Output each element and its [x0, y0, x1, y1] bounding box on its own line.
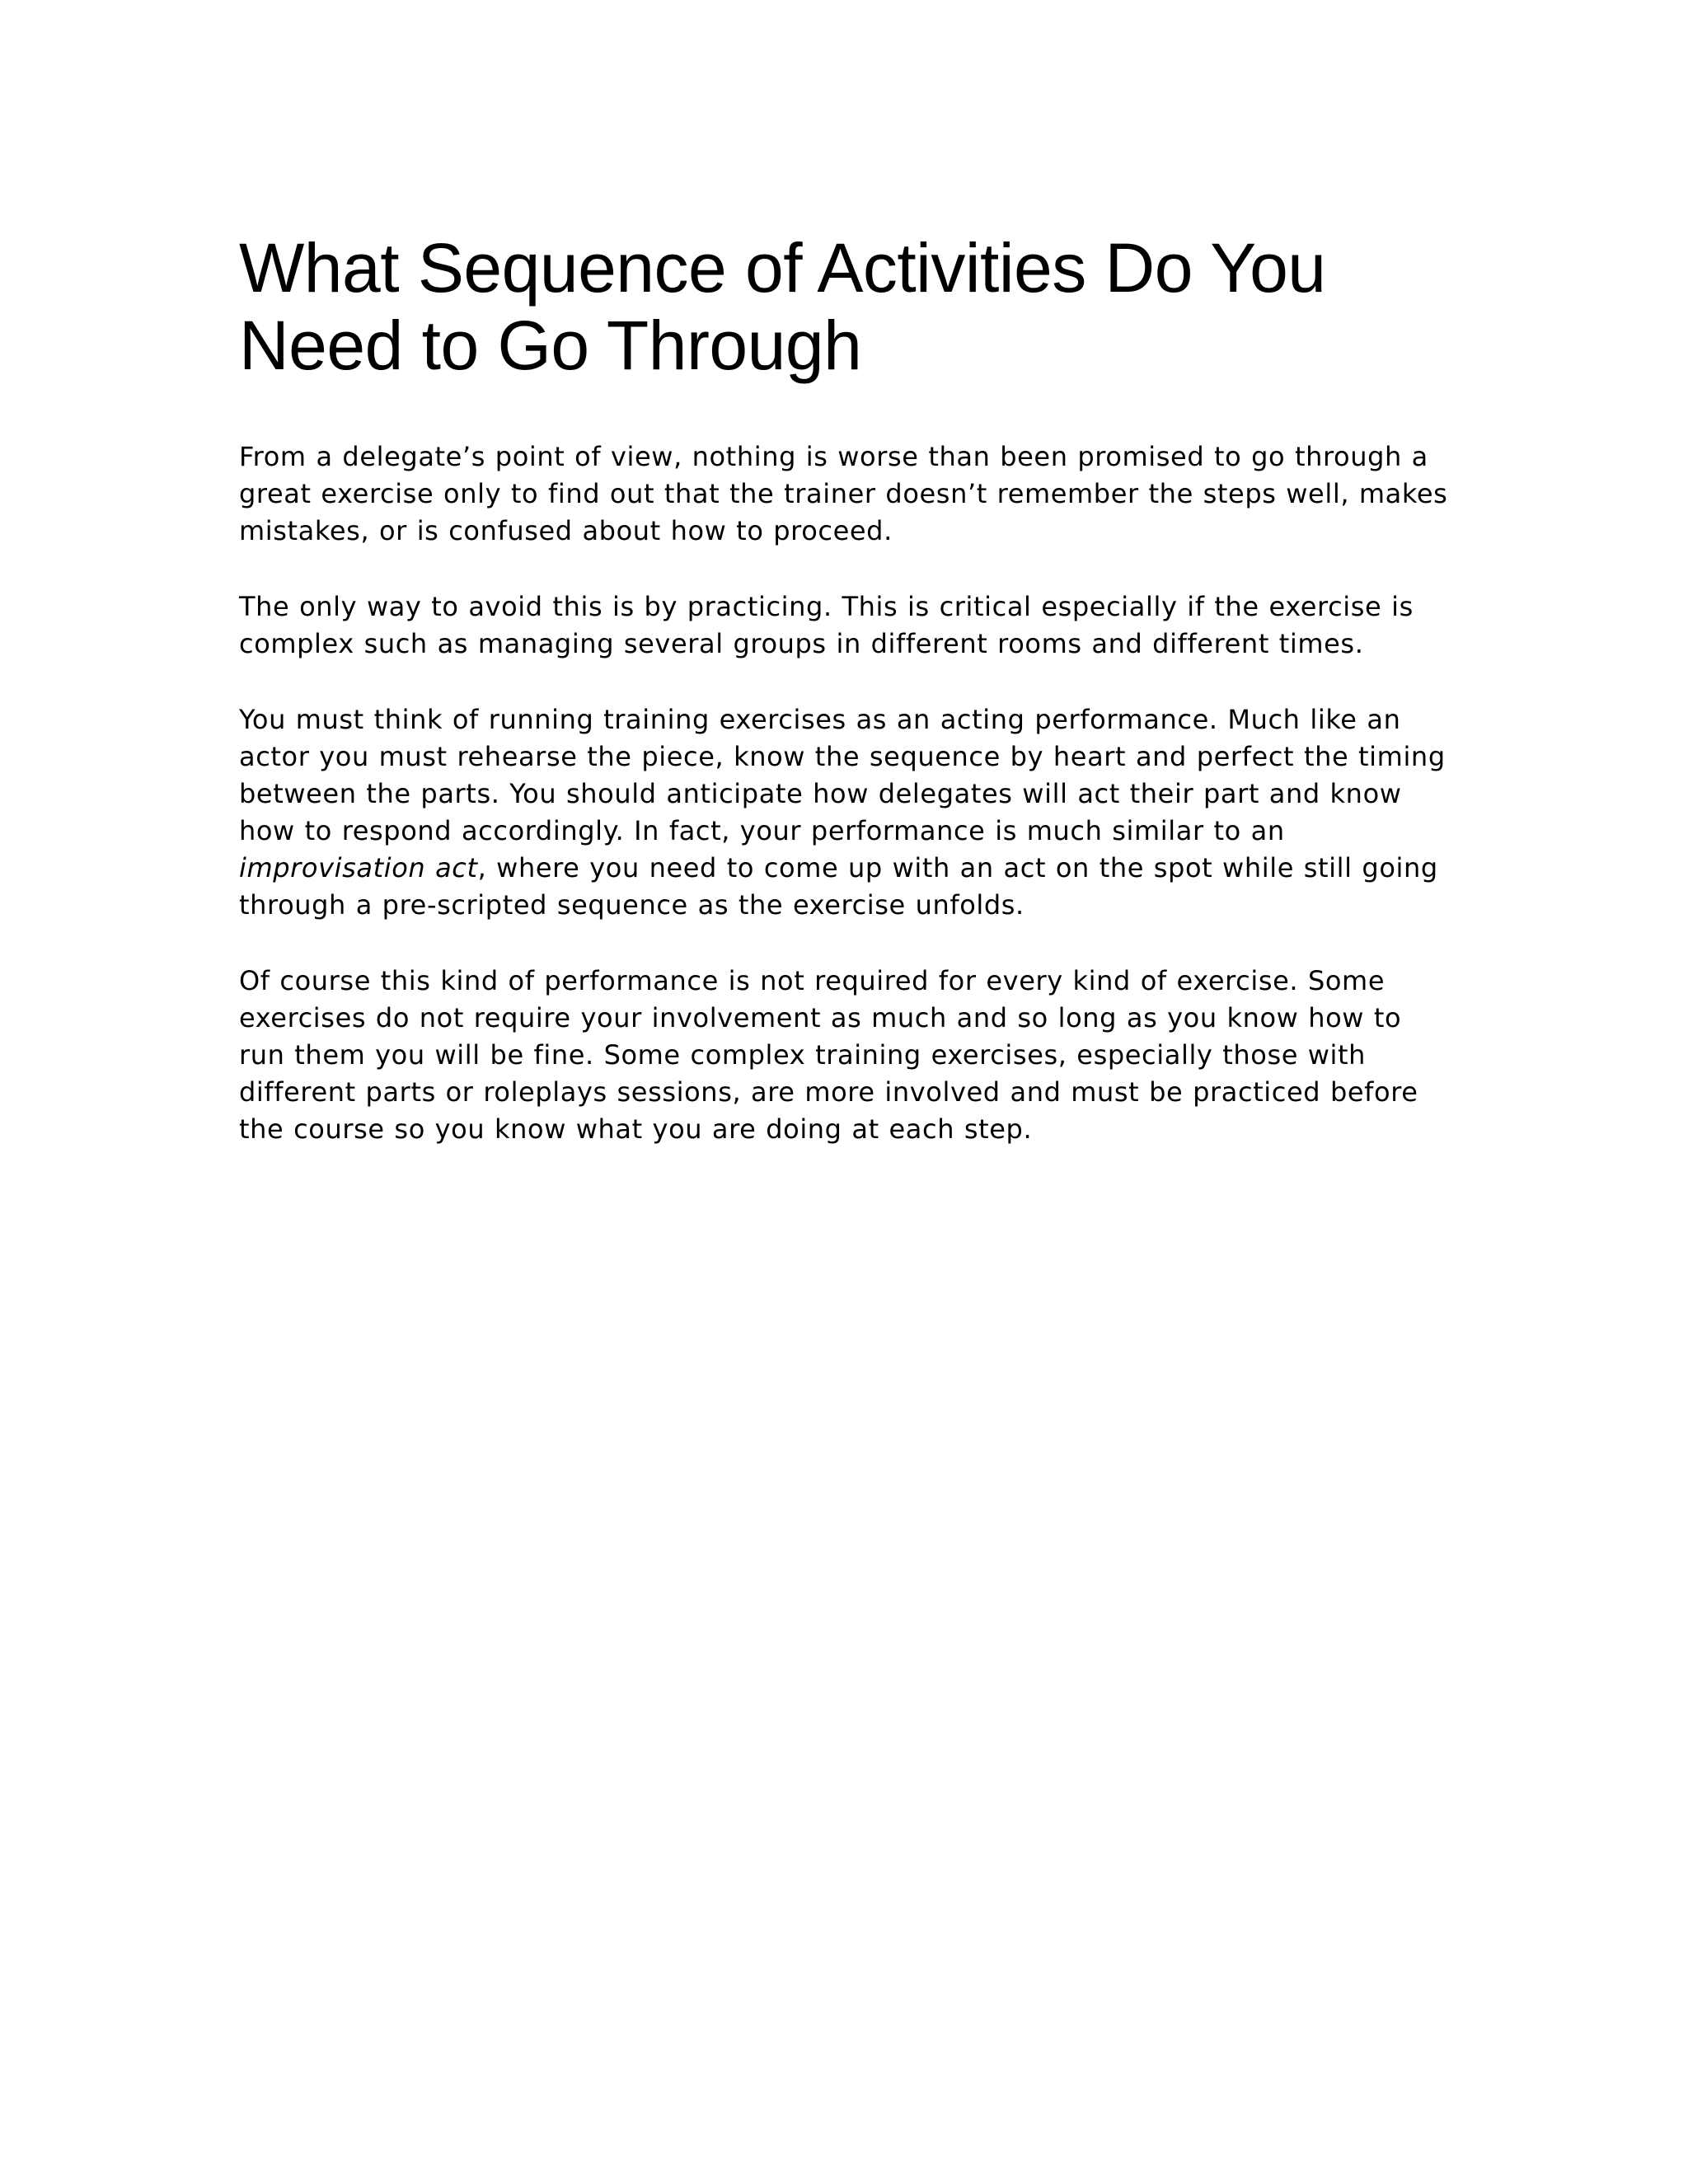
- page-title-line-1: What Sequence of Activities Do You: [239, 229, 1326, 307]
- paragraph-4: Of course this kind of performance is not required for every kind of exercise. Some exercises do not require your involvement as much and so long as you know how to run them you will be fine. Some complex training exercises, especially those with different parts or roleplays sessions, are more involved and must be practiced before the course so you know what you are doing at each step.: [239, 965, 1418, 1145]
- paragraph-1: From a delegate’s point of view, nothing is worse than been promised to go through a great exercise only to find out that the trainer doesn’t remember the steps well, makes mistakes, or is confused about how to proceed.: [239, 441, 1448, 546]
- paragraph-3-text-after: , where you need to come up with an act on the spot while still going through a pre-scripted sequence as the exercise unfolds.: [239, 852, 1438, 921]
- paragraph-3-text-before: You must think of running training exercises as an acting performance. Much like an actor you must rehearse the piece, know the sequence by heart and perfect the timing between the parts. You should anticipate how delegates will act their part and know how to respond accordingly. In fact, your performance is much similar to an: [239, 704, 1446, 846]
- page-title-line-2: Need to Go Through: [239, 307, 862, 384]
- page-title: [239, 229, 1451, 384]
- document-content: [239, 229, 1451, 1187]
- paragraph-3: [239, 701, 1451, 924]
- paragraph-2: The only way to avoid this is by practicing. This is critical especially if the exercise is complex such as managing several groups in different rooms and different times.: [239, 591, 1414, 659]
- paragraph-3-italic-term: improvisation act: [239, 852, 478, 883]
